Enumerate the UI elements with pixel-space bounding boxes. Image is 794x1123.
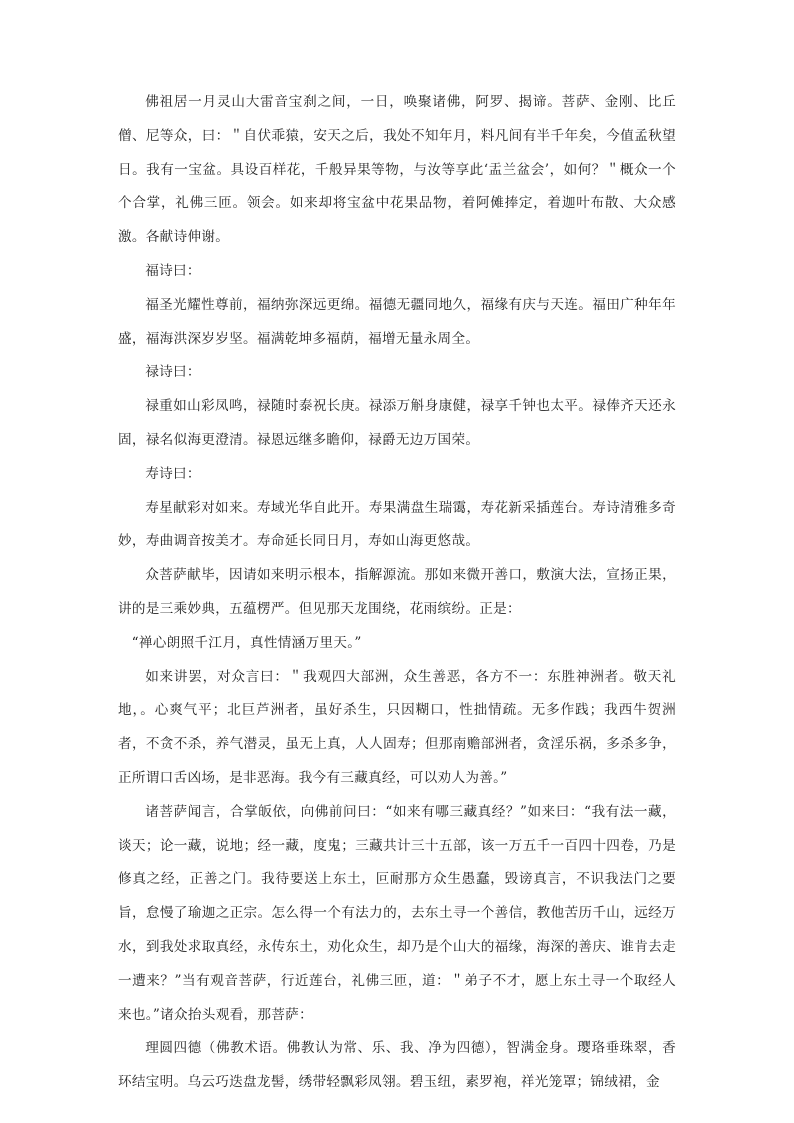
- paragraph-shou-poem: 寿星献彩对如来。寿域光华自此开。寿果满盘生瑞霭，寿花新采插莲台。寿诗清雅多奇妙，寿曲调音按美才。寿命延长同日月，寿如山海更悠哉。: [118, 499, 676, 550]
- paragraph-fu-poem: 福圣光耀性尊前，福纳弥深远更绵。福德无疆同地久，福缘有庆与天连。福田广种年年盛，福海洪深岁岁坚。福满乾坤多福荫，福增无量永周全。: [118, 296, 676, 347]
- paragraph-lu-heading: 禄诗曰：: [145, 364, 201, 381]
- document-page: [118, 86, 676, 1100]
- paragraph-bodhisattvas-offering: 众菩萨献毕，因请如来明示根本，指解源流。那如来微开善口，敷演大法，宣扬正果，讲的是三乘妙典，五蕴楞严。但见那天龙围绕，花雨缤纷。正是：: [118, 567, 676, 617]
- paragraph-three-baskets: 诸菩萨闻言，合掌皈依，向佛前问曰：“如来有哪三藏真经？”如来曰：“我有法一藏，谈天；论一藏，说地；经一藏，度鬼；三藏共计三十五部，该一万五千一百四十四卷，乃是修真之经，正善之门。我待要送上东土，叵耐那方众生愚蠢，毁谤真言，不识我法门之要旨，怠慢了瑜迦之正宗。怎么得一个有法力的，去东土寻一个善信，教他苦历千山，远经万水，到我处求取真经，永传东土，劝化众生，却乃是个山大的福缘，海深的善庆、谁肯去走一遭来？”当有观音菩萨，行近莲台，礼佛三匝，道：＂弟子不才，愿上东土寻一个取经人来也。”诸众抬头观看，那菩萨：: [118, 803, 676, 1023]
- paragraph-shou-heading: 寿诗曰：: [145, 465, 201, 482]
- paragraph-lu-poem: 禄重如山彩凤鸣，禄随时泰祝长庚。禄添万斛身康健，禄享千钟也太平。禄俸齐天还永固，禄名似海更澄清。禄恩远继多瞻仰，禄爵无边万国荣。: [118, 398, 676, 448]
- paragraph-tathagata-speech: 如来讲罢，对众言曰：＂我观四大部洲，众生善恶，各方不一：东胜神洲者。敬天礼地，。心爽气平；北巨芦洲者，虽好杀生，只因糊口，性拙情疏。无多作践；我西牛贺洲者，不贪不杀，养气潜灵，虽无上真，人人固寿；但那南赡部洲者，贪淫乐祸，多杀多争，正所谓口舌凶场，是非恶海。我今有三藏真经，可以劝人为善。”: [118, 668, 676, 786]
- paragraph-couplet-quote: “禅心朗照千江月，真性情涵万里天。”: [131, 634, 362, 651]
- paragraph-guanyin-description: 理圆四德（佛教术语。佛教认为常、乐、我、净为四德），智满金身。璎珞垂珠翠，香环结宝明。乌云巧迭盘龙髻，绣带轻飘彩凤翎。碧玉纽，素罗袍，祥光笼罩；锦绒裙，金: [118, 1040, 676, 1091]
- paragraph-fu-heading: 福诗曰：: [145, 262, 201, 279]
- paragraph-opening: 佛祖居一月灵山大雷音宝刹之间，一日，唤聚诸佛，阿罗、揭谛。菩萨、金刚、比丘僧、尼等众，曰：＂自伏乖猿，安天之后，我处不知年月，料凡间有半千年矣，今值孟秋望日。我有一宝盆。具设百样花，千般异果等物，与汝等享此‘盂兰盆会’，如何？＂概众一个个合掌，礼佛三匝。领会。如来却将宝盆中花果品物，着阿傩捧定，着迦叶布散、大众感激。各献诗伸谢。: [118, 94, 676, 246]
